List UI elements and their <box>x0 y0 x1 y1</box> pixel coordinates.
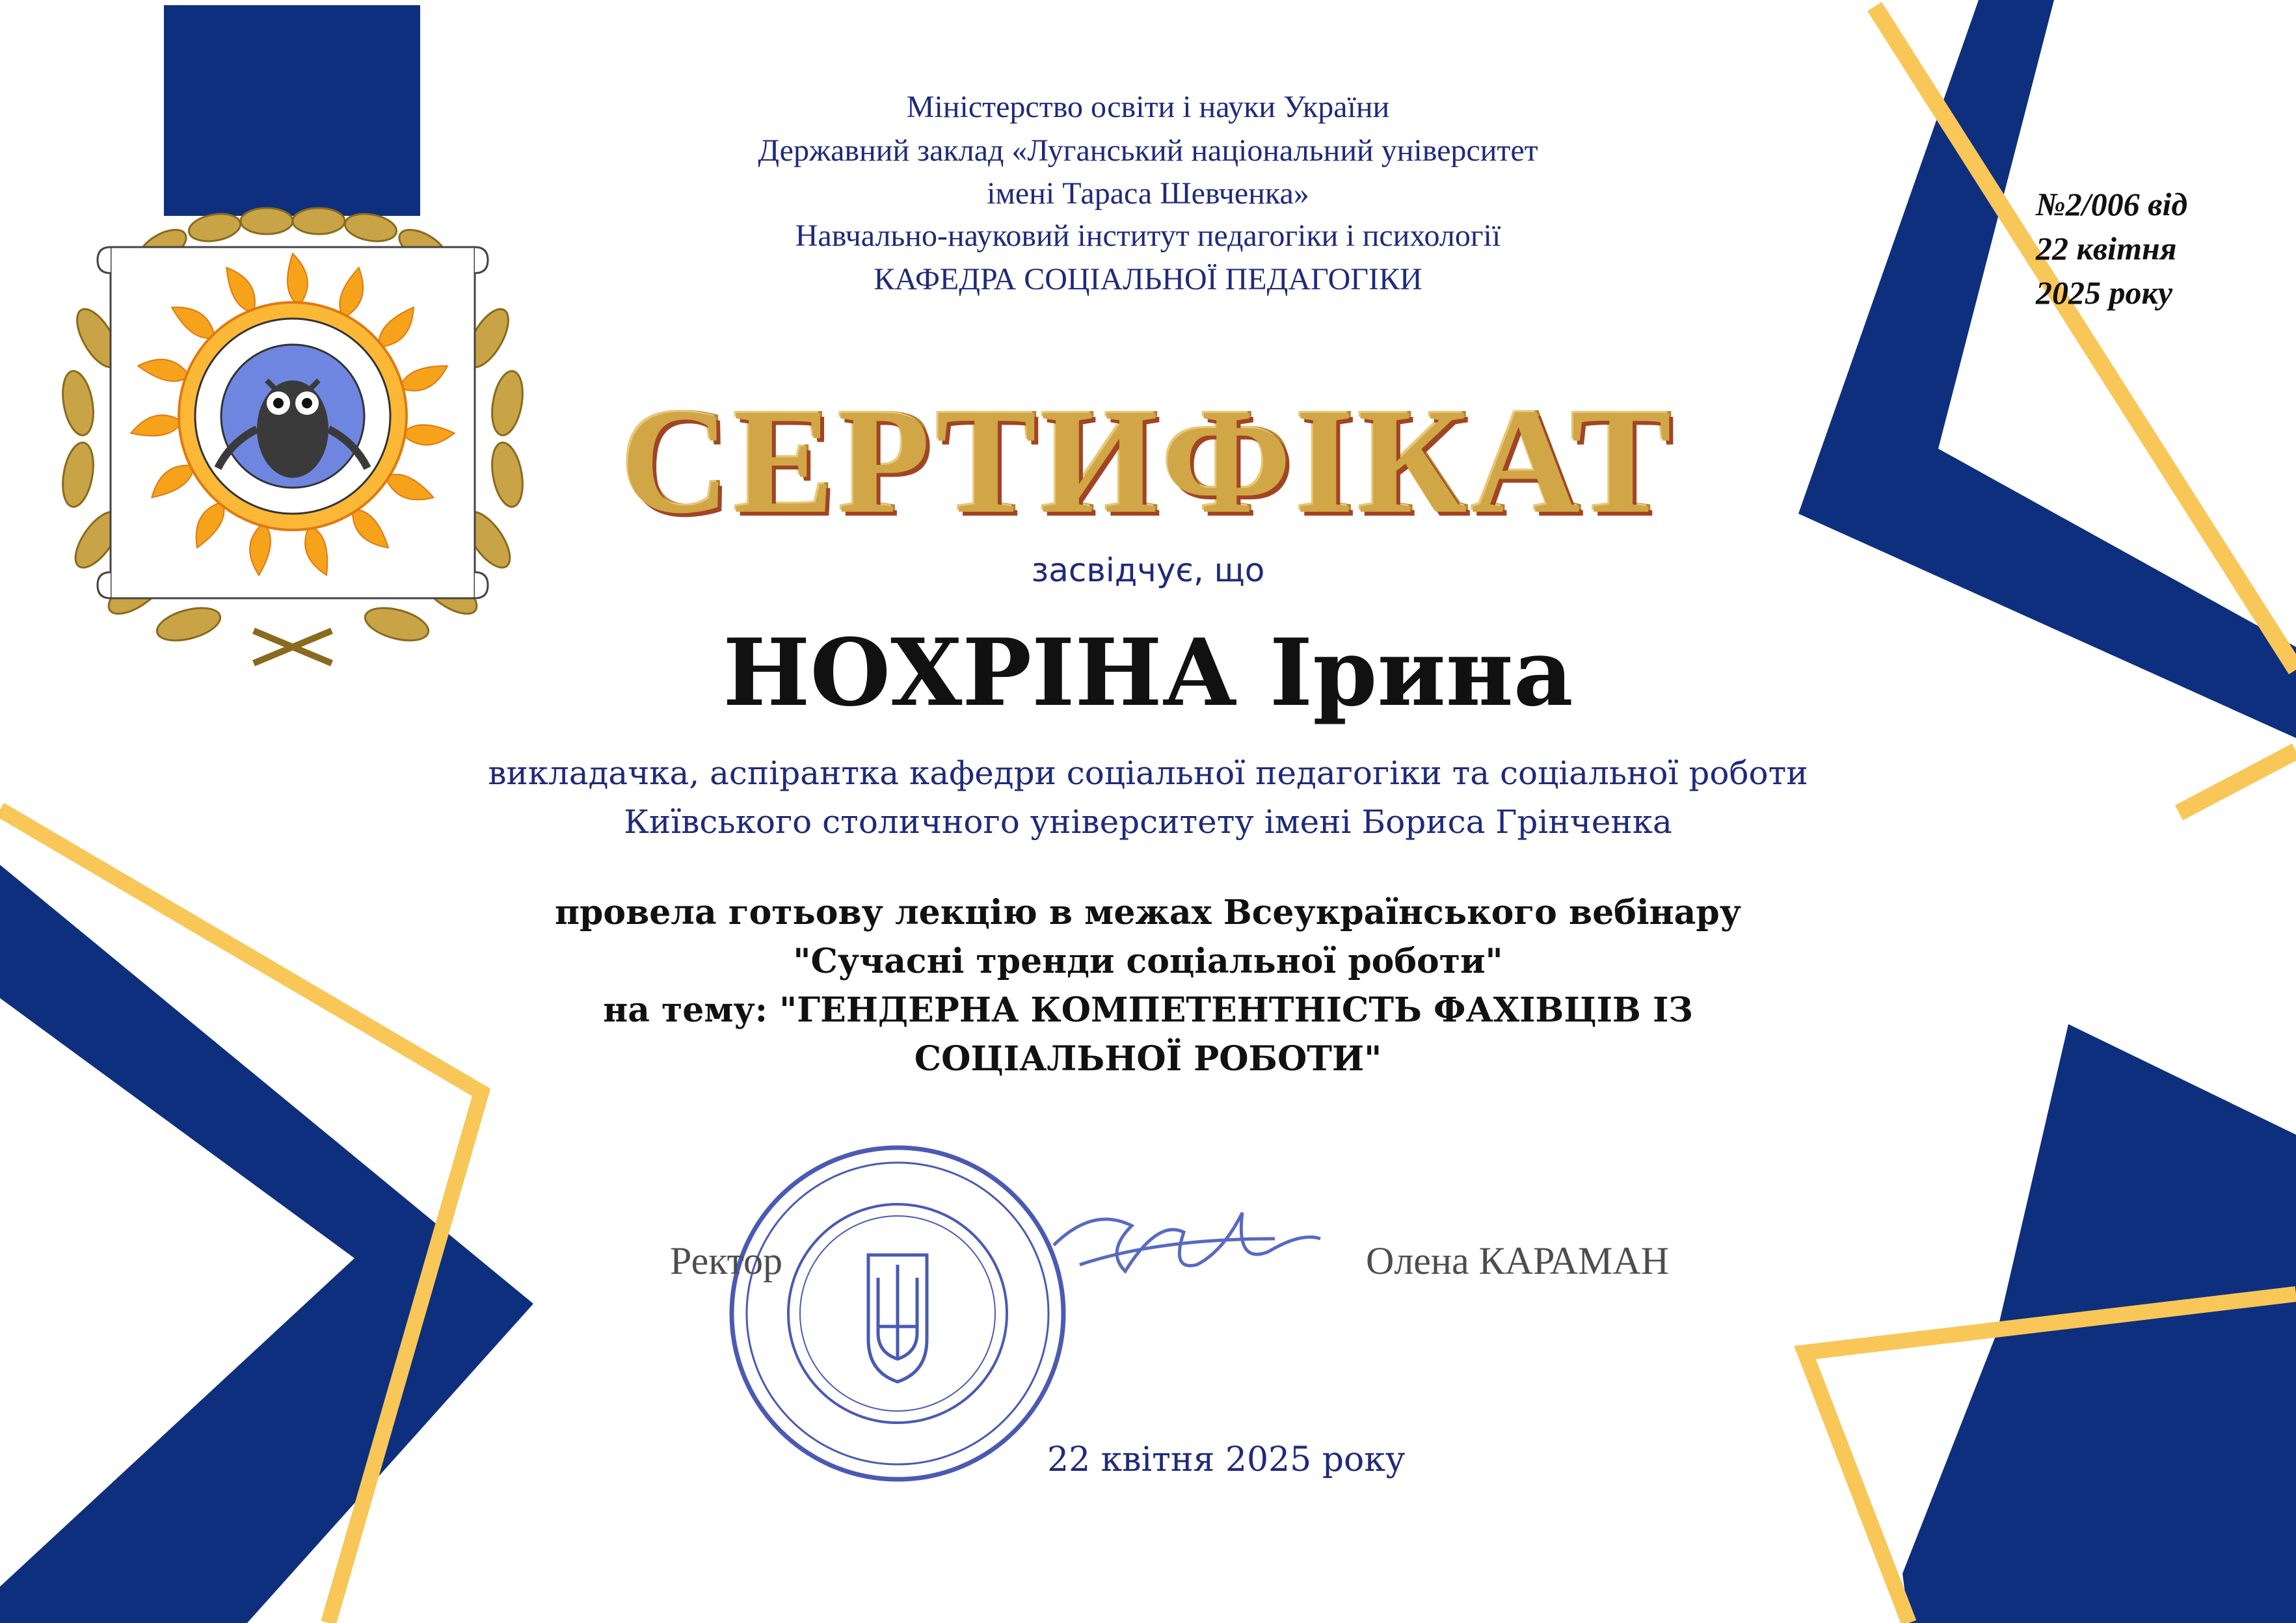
header-institution-name: імені Тараса Шевченка» <box>987 176 1309 211</box>
document-number-line3: 2025 року <box>2036 274 2173 311</box>
document-number-line2: 22 квітня <box>2036 230 2177 267</box>
recipient-position-line1: викладачка, аспірантка кафедри соціальної педагогіки та соціальної роботи <box>488 754 1808 792</box>
header-ministry: Міністерство освіти і науки України <box>906 90 1390 124</box>
header-department: КАФЕДРА СОЦІАЛЬНОЇ ПЕДАГОГІКИ <box>874 262 1422 297</box>
document-number-line1: №2/006 від <box>2036 186 2188 222</box>
header-institution: Державний заклад «Луганський національний університет <box>758 133 1538 168</box>
issue-date: 22 квітня 2025 року <box>1047 1440 1406 1479</box>
rector-signature <box>1054 1213 1320 1271</box>
recipient-position-line2: Київського столичного університету імені Бориса Грінченка <box>624 803 1672 841</box>
official-stamp <box>732 1148 1063 1479</box>
signature-role: Ректор <box>670 1239 782 1282</box>
certifies-text: засвідчує, що <box>1031 551 1265 589</box>
certificate-title: СЕРТИФІКАТ <box>621 378 1675 545</box>
body-line4: СОЦІАЛЬНОЇ РОБОТИ" <box>914 1039 1382 1079</box>
body-line3: на тему: "ГЕНДЕРНА КОМПЕТЕНТНІСТЬ ФАХІВЦІВ ІЗ <box>603 990 1693 1030</box>
body-line2: "Сучасні тренди соціальної роботи" <box>793 942 1503 981</box>
recipient-name: НОХРІНА Ірина <box>723 619 1573 727</box>
header-institute: Навчально-науковий інститут педагогіки і психології <box>795 218 1501 253</box>
document-number <box>2036 182 2283 315</box>
signature-name: Олена КАРАМАН <box>1366 1239 1670 1282</box>
body-line1: провела готьову лекцію в межах Всеукраїнського вебінару <box>554 893 1742 932</box>
